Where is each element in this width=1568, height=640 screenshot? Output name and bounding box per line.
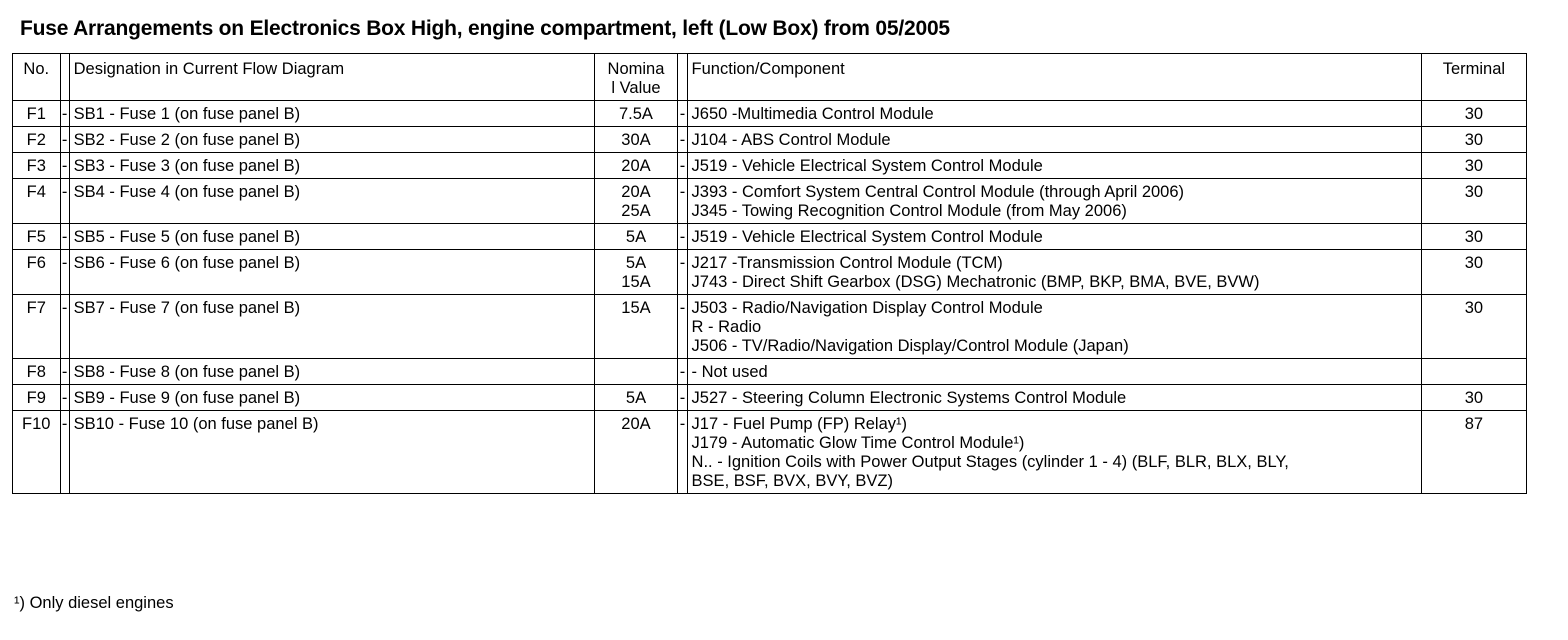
function-line: J506 - TV/Radio/Navigation Display/Control Module (Japan) — [691, 337, 1129, 355]
dash-cell: - — [60, 179, 69, 224]
designation-cell: SB10 - Fuse 10 (on fuse panel B) — [69, 411, 594, 494]
table-header-row — [13, 54, 1527, 101]
function-line: BSE, BSF, BVX, BVY, BVZ) — [691, 472, 893, 490]
header-no: No. — [13, 54, 61, 101]
nominal-value-cell — [594, 411, 678, 494]
table-row — [13, 250, 1527, 295]
nominal-value-cell — [594, 127, 678, 153]
footnote: ¹) Only diesel engines — [14, 594, 174, 612]
designation-cell: SB8 - Fuse 8 (on fuse panel B) — [69, 359, 594, 385]
function-cell — [687, 127, 1421, 153]
dash-cell: - — [678, 127, 687, 153]
function-cell — [687, 101, 1421, 127]
fuse-number: F10 — [13, 411, 61, 494]
nominal-value-cell — [594, 295, 678, 359]
terminal-cell: 30 — [1421, 295, 1526, 359]
terminal-cell — [1421, 359, 1526, 385]
function-line: J743 - Direct Shift Gearbox (DSG) Mechatronic (BMP, BKP, BMA, BVE, BVW) — [691, 273, 1260, 291]
fuse-table — [12, 53, 1527, 494]
dash-cell: - — [60, 385, 69, 411]
header-dash — [60, 54, 69, 101]
function-line: J519 - Vehicle Electrical System Control Module — [691, 157, 1043, 175]
table-row — [13, 359, 1527, 385]
function-line: J503 - Radio/Navigation Display Control Module — [691, 299, 1043, 317]
terminal-cell: 30 — [1421, 224, 1526, 250]
terminal-cell: 30 — [1421, 127, 1526, 153]
function-line: J345 - Towing Recognition Control Module (from May 2006) — [691, 202, 1127, 220]
header-nominal-value — [594, 54, 678, 101]
dash-cell: - — [678, 224, 687, 250]
dash-cell: - — [678, 153, 687, 179]
dash-cell: - — [678, 101, 687, 127]
function-cell — [687, 250, 1421, 295]
dash-cell: - — [60, 153, 69, 179]
dash-cell: - — [60, 224, 69, 250]
nominal-value: 5A — [625, 254, 647, 272]
designation-cell: SB1 - Fuse 1 (on fuse panel B) — [69, 101, 594, 127]
designation-cell: SB2 - Fuse 2 (on fuse panel B) — [69, 127, 594, 153]
terminal-cell: 30 — [1421, 385, 1526, 411]
function-line: J179 - Automatic Glow Time Control Module¹) — [691, 434, 1025, 452]
dash-cell: - — [678, 411, 687, 494]
fuse-number: F1 — [13, 101, 61, 127]
nominal-value: 15A — [621, 273, 651, 291]
nominal-value-cell — [594, 179, 678, 224]
dash-cell: - — [60, 101, 69, 127]
designation-cell: SB4 - Fuse 4 (on fuse panel B) — [69, 179, 594, 224]
function-line: R - Radio — [691, 318, 762, 336]
dash-cell: - — [678, 359, 687, 385]
nominal-value: 5A — [625, 228, 647, 246]
function-cell — [687, 359, 1421, 385]
dash-cell: - — [60, 411, 69, 494]
nominal-value: 7.5A — [619, 105, 653, 123]
dash-cell: - — [60, 359, 69, 385]
terminal-cell: 30 — [1421, 101, 1526, 127]
table-body — [13, 101, 1527, 494]
dash-cell: - — [678, 295, 687, 359]
function-line: J527 - Steering Column Electronic Systems Control Module — [691, 389, 1127, 407]
function-cell — [687, 411, 1421, 494]
table-row — [13, 411, 1527, 494]
header-dash2 — [678, 54, 687, 101]
function-line: J104 - ABS Control Module — [691, 131, 891, 149]
fuse-number: F6 — [13, 250, 61, 295]
nominal-value: 25A — [621, 202, 651, 220]
terminal-cell: 87 — [1421, 411, 1526, 494]
header-designation: Designation in Current Flow Diagram — [69, 54, 594, 101]
nominal-value: 20A — [621, 157, 651, 175]
header-nominal-line2: l Value — [611, 79, 661, 97]
table-row — [13, 153, 1527, 179]
designation-cell: SB9 - Fuse 9 (on fuse panel B) — [69, 385, 594, 411]
terminal-cell: 30 — [1421, 250, 1526, 295]
table-row — [13, 127, 1527, 153]
nominal-value: 20A — [621, 415, 651, 433]
page-title: Fuse Arrangements on Electronics Box High, engine compartment, left (Low Box) from 05/2005 — [20, 17, 950, 40]
function-line: J393 - Comfort System Central Control Module (through April 2006) — [691, 183, 1185, 201]
nominal-value-cell — [594, 385, 678, 411]
dash-cell: - — [60, 295, 69, 359]
header-function: Function/Component — [687, 54, 1421, 101]
fuse-number: F3 — [13, 153, 61, 179]
nominal-value: 5A — [625, 389, 647, 407]
designation-cell: SB3 - Fuse 3 (on fuse panel B) — [69, 153, 594, 179]
function-cell — [687, 295, 1421, 359]
nominal-value-cell — [594, 250, 678, 295]
nominal-value: 20A — [621, 183, 651, 201]
function-line: J17 - Fuel Pump (FP) Relay¹) — [691, 415, 908, 433]
terminal-cell: 30 — [1421, 153, 1526, 179]
dash-cell: - — [678, 250, 687, 295]
function-line: J650 -Multimedia Control Module — [691, 105, 934, 123]
table-row — [13, 179, 1527, 224]
function-cell — [687, 224, 1421, 250]
dash-cell: - — [60, 250, 69, 295]
fuse-number: F4 — [13, 179, 61, 224]
function-line: J519 - Vehicle Electrical System Control Module — [691, 228, 1043, 246]
nominal-value-cell — [594, 101, 678, 127]
nominal-value: 15A — [621, 299, 651, 317]
nominal-value-cell — [594, 224, 678, 250]
designation-cell: SB7 - Fuse 7 (on fuse panel B) — [69, 295, 594, 359]
fuse-number: F7 — [13, 295, 61, 359]
nominal-value-cell — [594, 359, 678, 385]
table-row — [13, 295, 1527, 359]
function-cell — [687, 385, 1421, 411]
fuse-number: F8 — [13, 359, 61, 385]
function-line: J217 -Transmission Control Module (TCM) — [691, 254, 1003, 272]
dash-cell: - — [678, 385, 687, 411]
nominal-value-cell — [594, 153, 678, 179]
fuse-number: F5 — [13, 224, 61, 250]
header-terminal: Terminal — [1421, 54, 1526, 101]
fuse-number: F9 — [13, 385, 61, 411]
function-cell — [687, 179, 1421, 224]
header-nominal-line1: Nomina — [607, 60, 665, 78]
terminal-cell: 30 — [1421, 179, 1526, 224]
function-line: - Not used — [691, 363, 768, 381]
table-row — [13, 224, 1527, 250]
nominal-value: 30A — [621, 131, 651, 149]
function-cell — [687, 153, 1421, 179]
table-row — [13, 385, 1527, 411]
designation-cell: SB6 - Fuse 6 (on fuse panel B) — [69, 250, 594, 295]
designation-cell: SB5 - Fuse 5 (on fuse panel B) — [69, 224, 594, 250]
fuse-number: F2 — [13, 127, 61, 153]
table-row — [13, 101, 1527, 127]
dash-cell: - — [678, 179, 687, 224]
dash-cell: - — [60, 127, 69, 153]
function-line: N.. - Ignition Coils with Power Output Stages (cylinder 1 - 4) (BLF, BLR, BLX, BLY, — [691, 453, 1289, 471]
